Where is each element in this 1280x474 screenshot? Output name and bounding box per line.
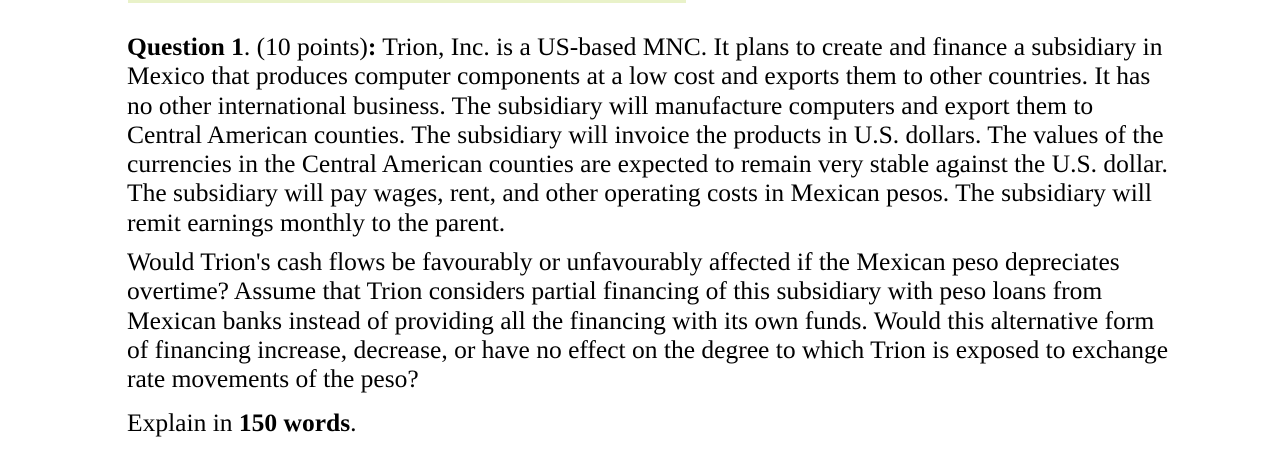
explain-instruction [127,408,1187,437]
question-label: Question 1 [127,32,244,61]
question-text-line-7: remit earnings monthly to the parent. [127,207,506,237]
question-text-line-4: Central American counties. The subsidiary will invoice the products in U.S. dollars. The values of the [127,119,1164,149]
explain-prefix: Explain in [127,407,239,437]
question-prompt-paragraph [127,247,1187,393]
question-points: . (10 points) [243,32,368,61]
prompt-line-2: overtime? Assume that Trion considers partial financing of this subsidiary with peso loans from [127,276,1103,306]
question-block [127,32,1187,437]
prompt-line-1: Would Trion's cash flows be favourably or unfavourably affected if the Mexican peso depreciates [127,247,1120,277]
prompt-line-4: of financing increase, decrease, or have no effect on the degree to which Trion is exposed to exchange [127,334,1169,364]
word-count: 150 words [238,407,351,437]
question-text-line-2: Mexico that produces computer components at a low cost and exports them to other countries. It has [127,61,1151,91]
top-highlight-bar [128,0,686,3]
prompt-line-3: Mexican banks instead of providing all the financing with its own funds. Would this alternative form [127,305,1155,335]
explain-suffix: . [350,407,357,437]
prompt-line-5: rate movements of the peso? [127,364,419,394]
question-text-line-3: no other international business. The subsidiary will manufacture computers and export them to [127,90,1094,120]
question-text-line-5: currencies in the Central American counties are expected to remain very stable against the U.S. dollar. [127,149,1168,179]
question-text-line-1: Trion, Inc. is a US-based MNC. It plans to create and finance a subsidiary in [376,32,1163,61]
question-line-1 [127,32,1187,61]
explain-line [127,408,1187,437]
question-text-line-6: The subsidiary will pay wages, rent, and other operating costs in Mexican pesos. The subsidiary will [127,178,1152,208]
question-colon: : [367,32,377,61]
question-intro-paragraph [127,32,1187,237]
